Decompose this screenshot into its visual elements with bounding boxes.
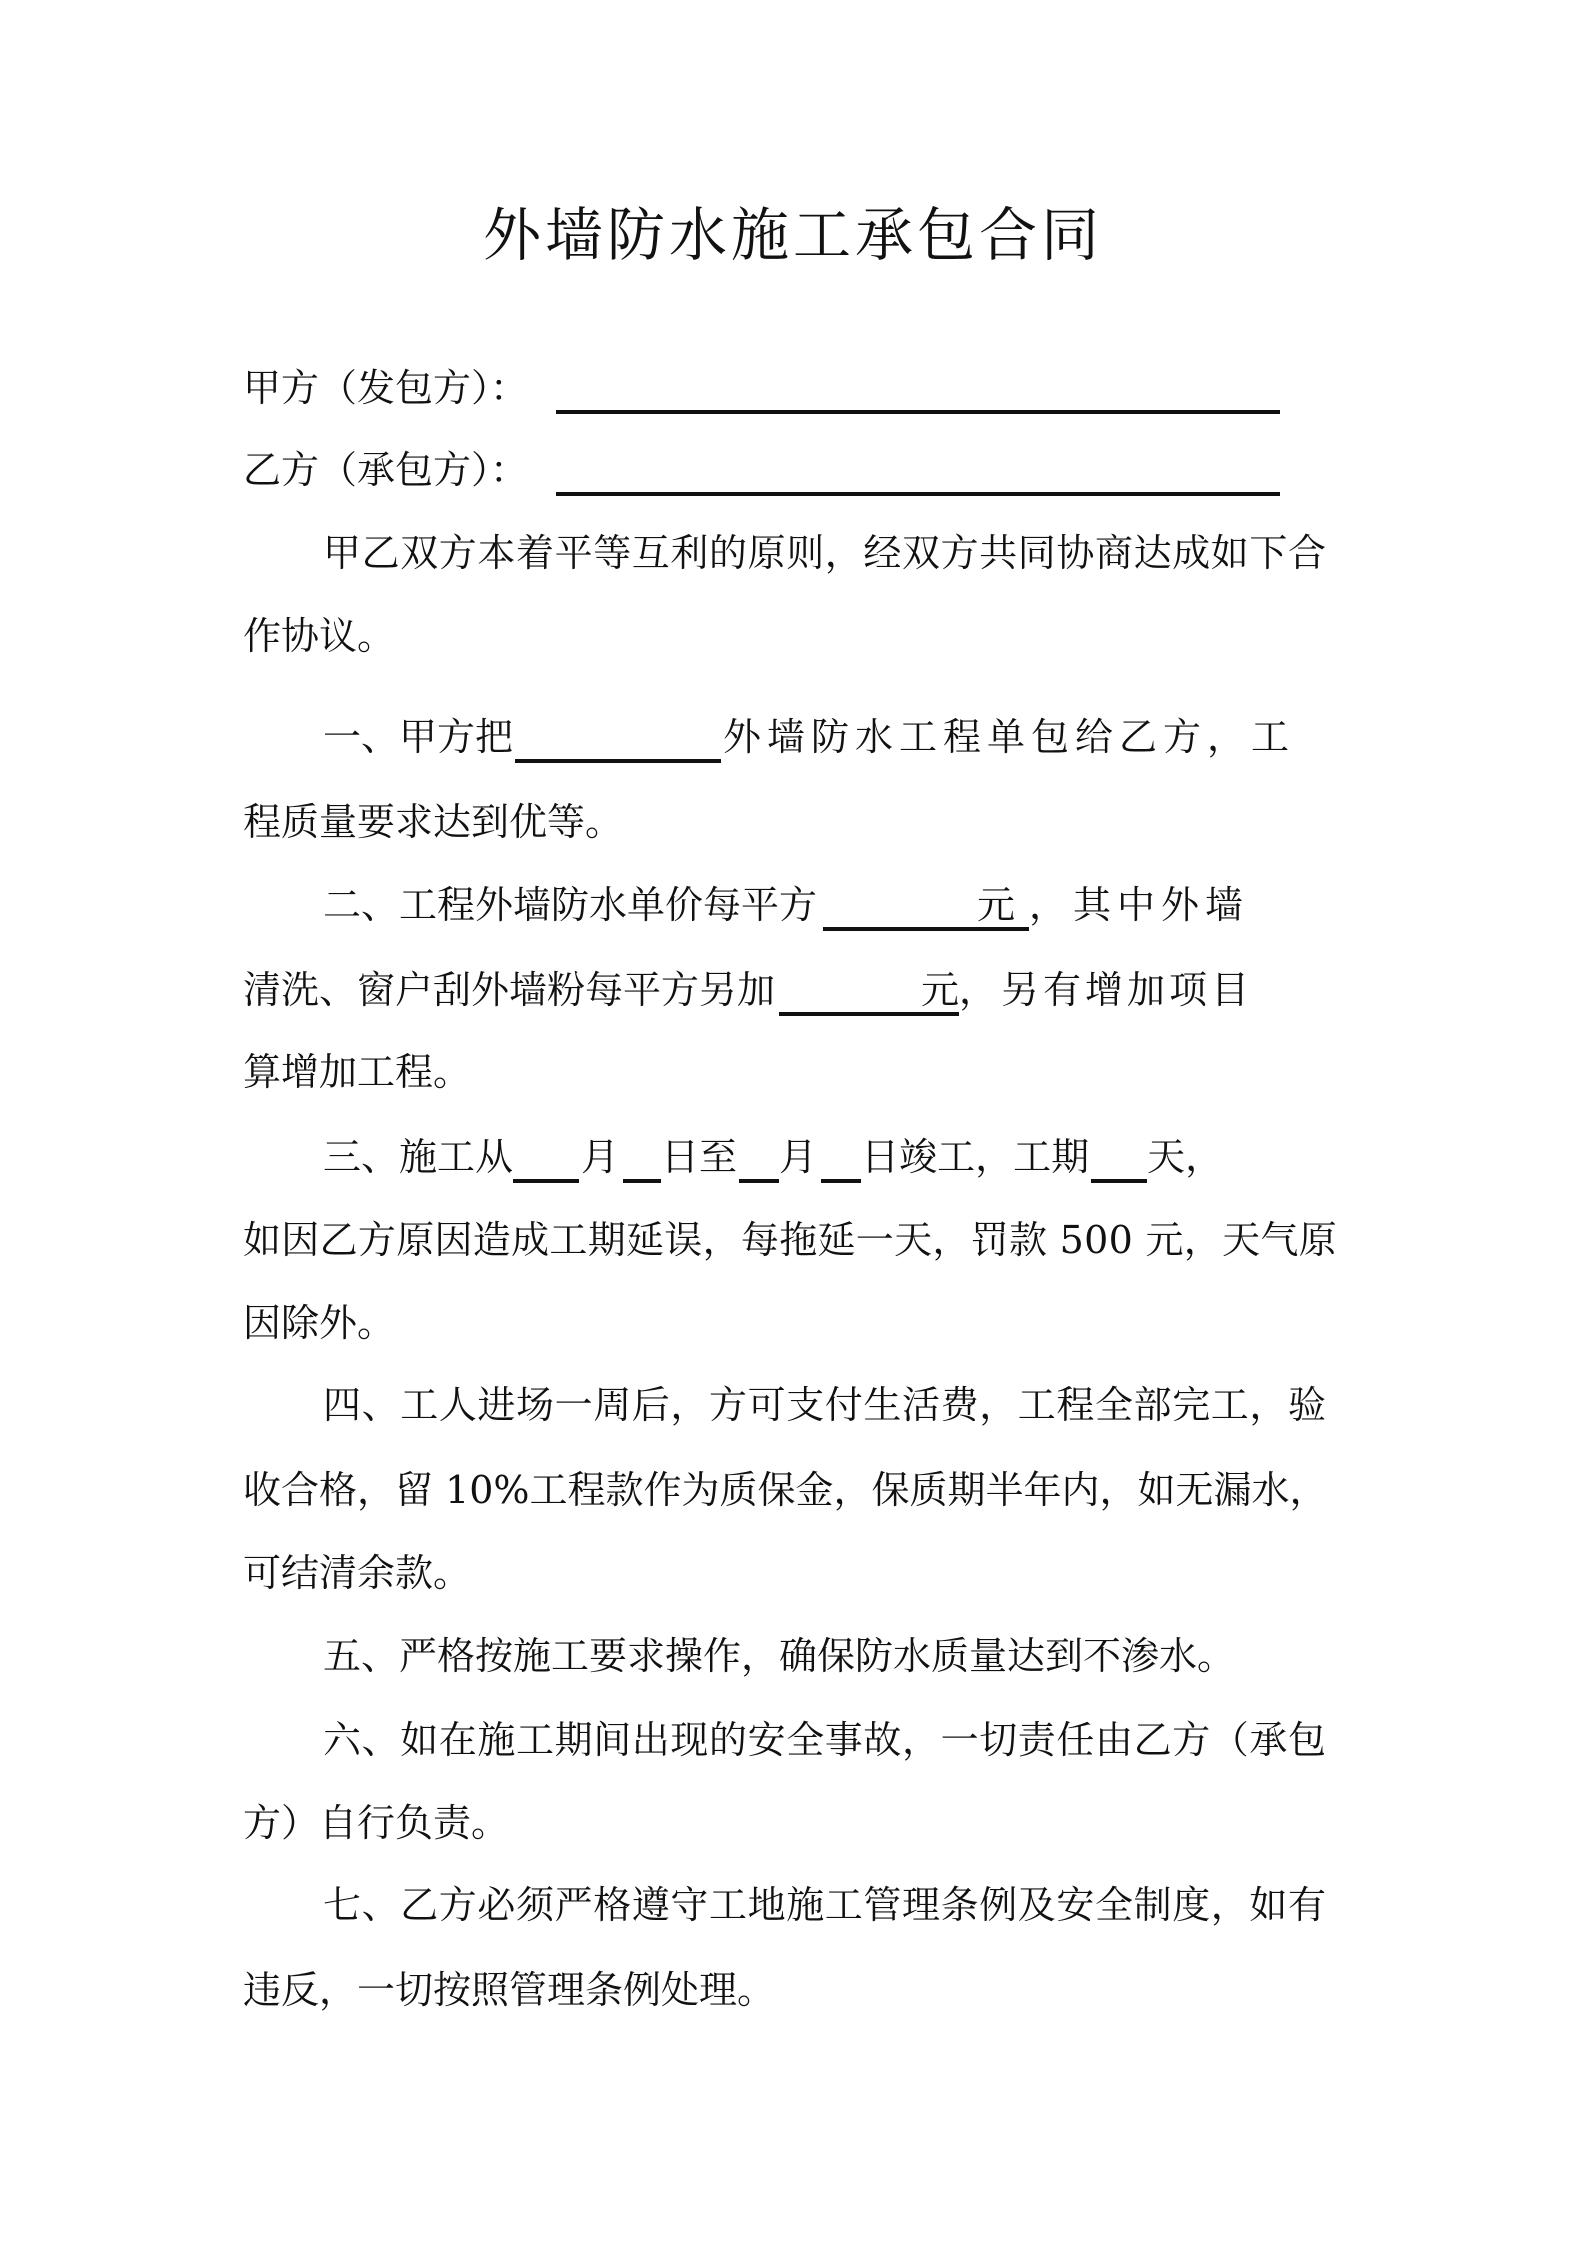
clause-1-project-blank[interactable] <box>515 715 721 763</box>
party-b-row <box>243 440 1357 500</box>
clause-6-line-2: 方）自行负责。 <box>243 1801 510 1845</box>
clause-2-l2-unit: 元 <box>921 968 960 1012</box>
party-b-label: 乙方（承包方）： <box>243 448 529 492</box>
clause-3-end-day-blank[interactable] <box>821 1135 861 1183</box>
party-a-row <box>243 358 1357 418</box>
clause-3-month-2: 月 <box>779 1135 818 1179</box>
clause-3-line-1 <box>243 1127 1357 1187</box>
clause-3-start-month-blank[interactable] <box>513 1135 579 1183</box>
clause-1-post: 外墙防水工程单包给乙方，工 <box>723 715 1296 759</box>
clause-2-l2-pre: 清洗、窗户刮外墙粉每平方另加 <box>243 968 776 1012</box>
clause-3-line-3: 因除外。 <box>243 1301 396 1345</box>
clause-7-line-2: 违反，一切按照管理条例处理。 <box>243 1968 776 2012</box>
clause-3-end-month-blank[interactable] <box>739 1135 779 1183</box>
clause-2-extra-price-blank[interactable] <box>779 968 959 1016</box>
clause-1-line-2: 程质量要求达到优等。 <box>243 800 624 844</box>
clause-3-line-2: 如因乙方原因造成工期延误，每拖延一天，罚款 500 元，天气原 <box>243 1218 1337 1262</box>
clause-2-l1-unit: 元 <box>977 883 1016 927</box>
clause-2-unit-price-blank[interactable] <box>823 883 1029 931</box>
party-b-blank[interactable] <box>556 448 1280 496</box>
clause-4-line-2: 收合格，留 10%工程款作为质保金，保质期半年内，如无漏水， <box>243 1468 1328 1512</box>
intro-line-2: 作协议。 <box>243 614 396 658</box>
clause-2-l1-post: ，其中外墙 <box>1029 883 1250 927</box>
clause-3-day-1: 日至 <box>661 1135 738 1179</box>
clause-7-line-1: 七、乙方必须严格遵守工地施工管理条例及安全制度，如有 <box>323 1883 1327 1927</box>
clause-4-line-1: 四、工人进场一周后，方可支付生活费，工程全部完工，验 <box>323 1383 1327 1427</box>
clause-1-pre: 一、甲方把 <box>323 715 514 759</box>
document-title: 外墙防水施工承包合同 <box>482 201 1103 269</box>
party-a-blank[interactable] <box>556 366 1280 414</box>
clause-2-l2-post: ，另有增加项目 <box>959 968 1254 1012</box>
clause-3-pre: 三、施工从 <box>323 1135 514 1179</box>
clause-3-day-2: 日竣工，工期 <box>861 1135 1090 1179</box>
clause-3-month-1: 月 <box>581 1135 620 1179</box>
clause-1-line-1 <box>243 707 1357 767</box>
clause-2-line-2 <box>243 960 1357 1020</box>
clause-3-start-day-blank[interactable] <box>623 1135 661 1183</box>
intro-line-1: 甲乙双方本着平等互利的原则，经双方共同协商达成如下合 <box>323 531 1327 575</box>
clause-5-line-1: 五、严格按施工要求操作，确保防水质量达到不渗水。 <box>323 1634 1236 1678</box>
clause-2-line-3: 算增加工程。 <box>243 1050 472 1094</box>
party-a-label: 甲方（发包方）： <box>243 366 529 410</box>
clause-2-line-1 <box>243 875 1357 935</box>
clause-3-days: 天， <box>1147 1135 1224 1179</box>
clause-2-l1-pre: 二、工程外墙防水单价每平方 <box>323 883 818 927</box>
clause-4-line-3: 可结清余款。 <box>243 1551 472 1595</box>
clause-6-line-1: 六、如在施工期间出现的安全事故，一切责任由乙方（承包 <box>323 1718 1327 1762</box>
clause-3-duration-blank[interactable] <box>1091 1135 1147 1183</box>
